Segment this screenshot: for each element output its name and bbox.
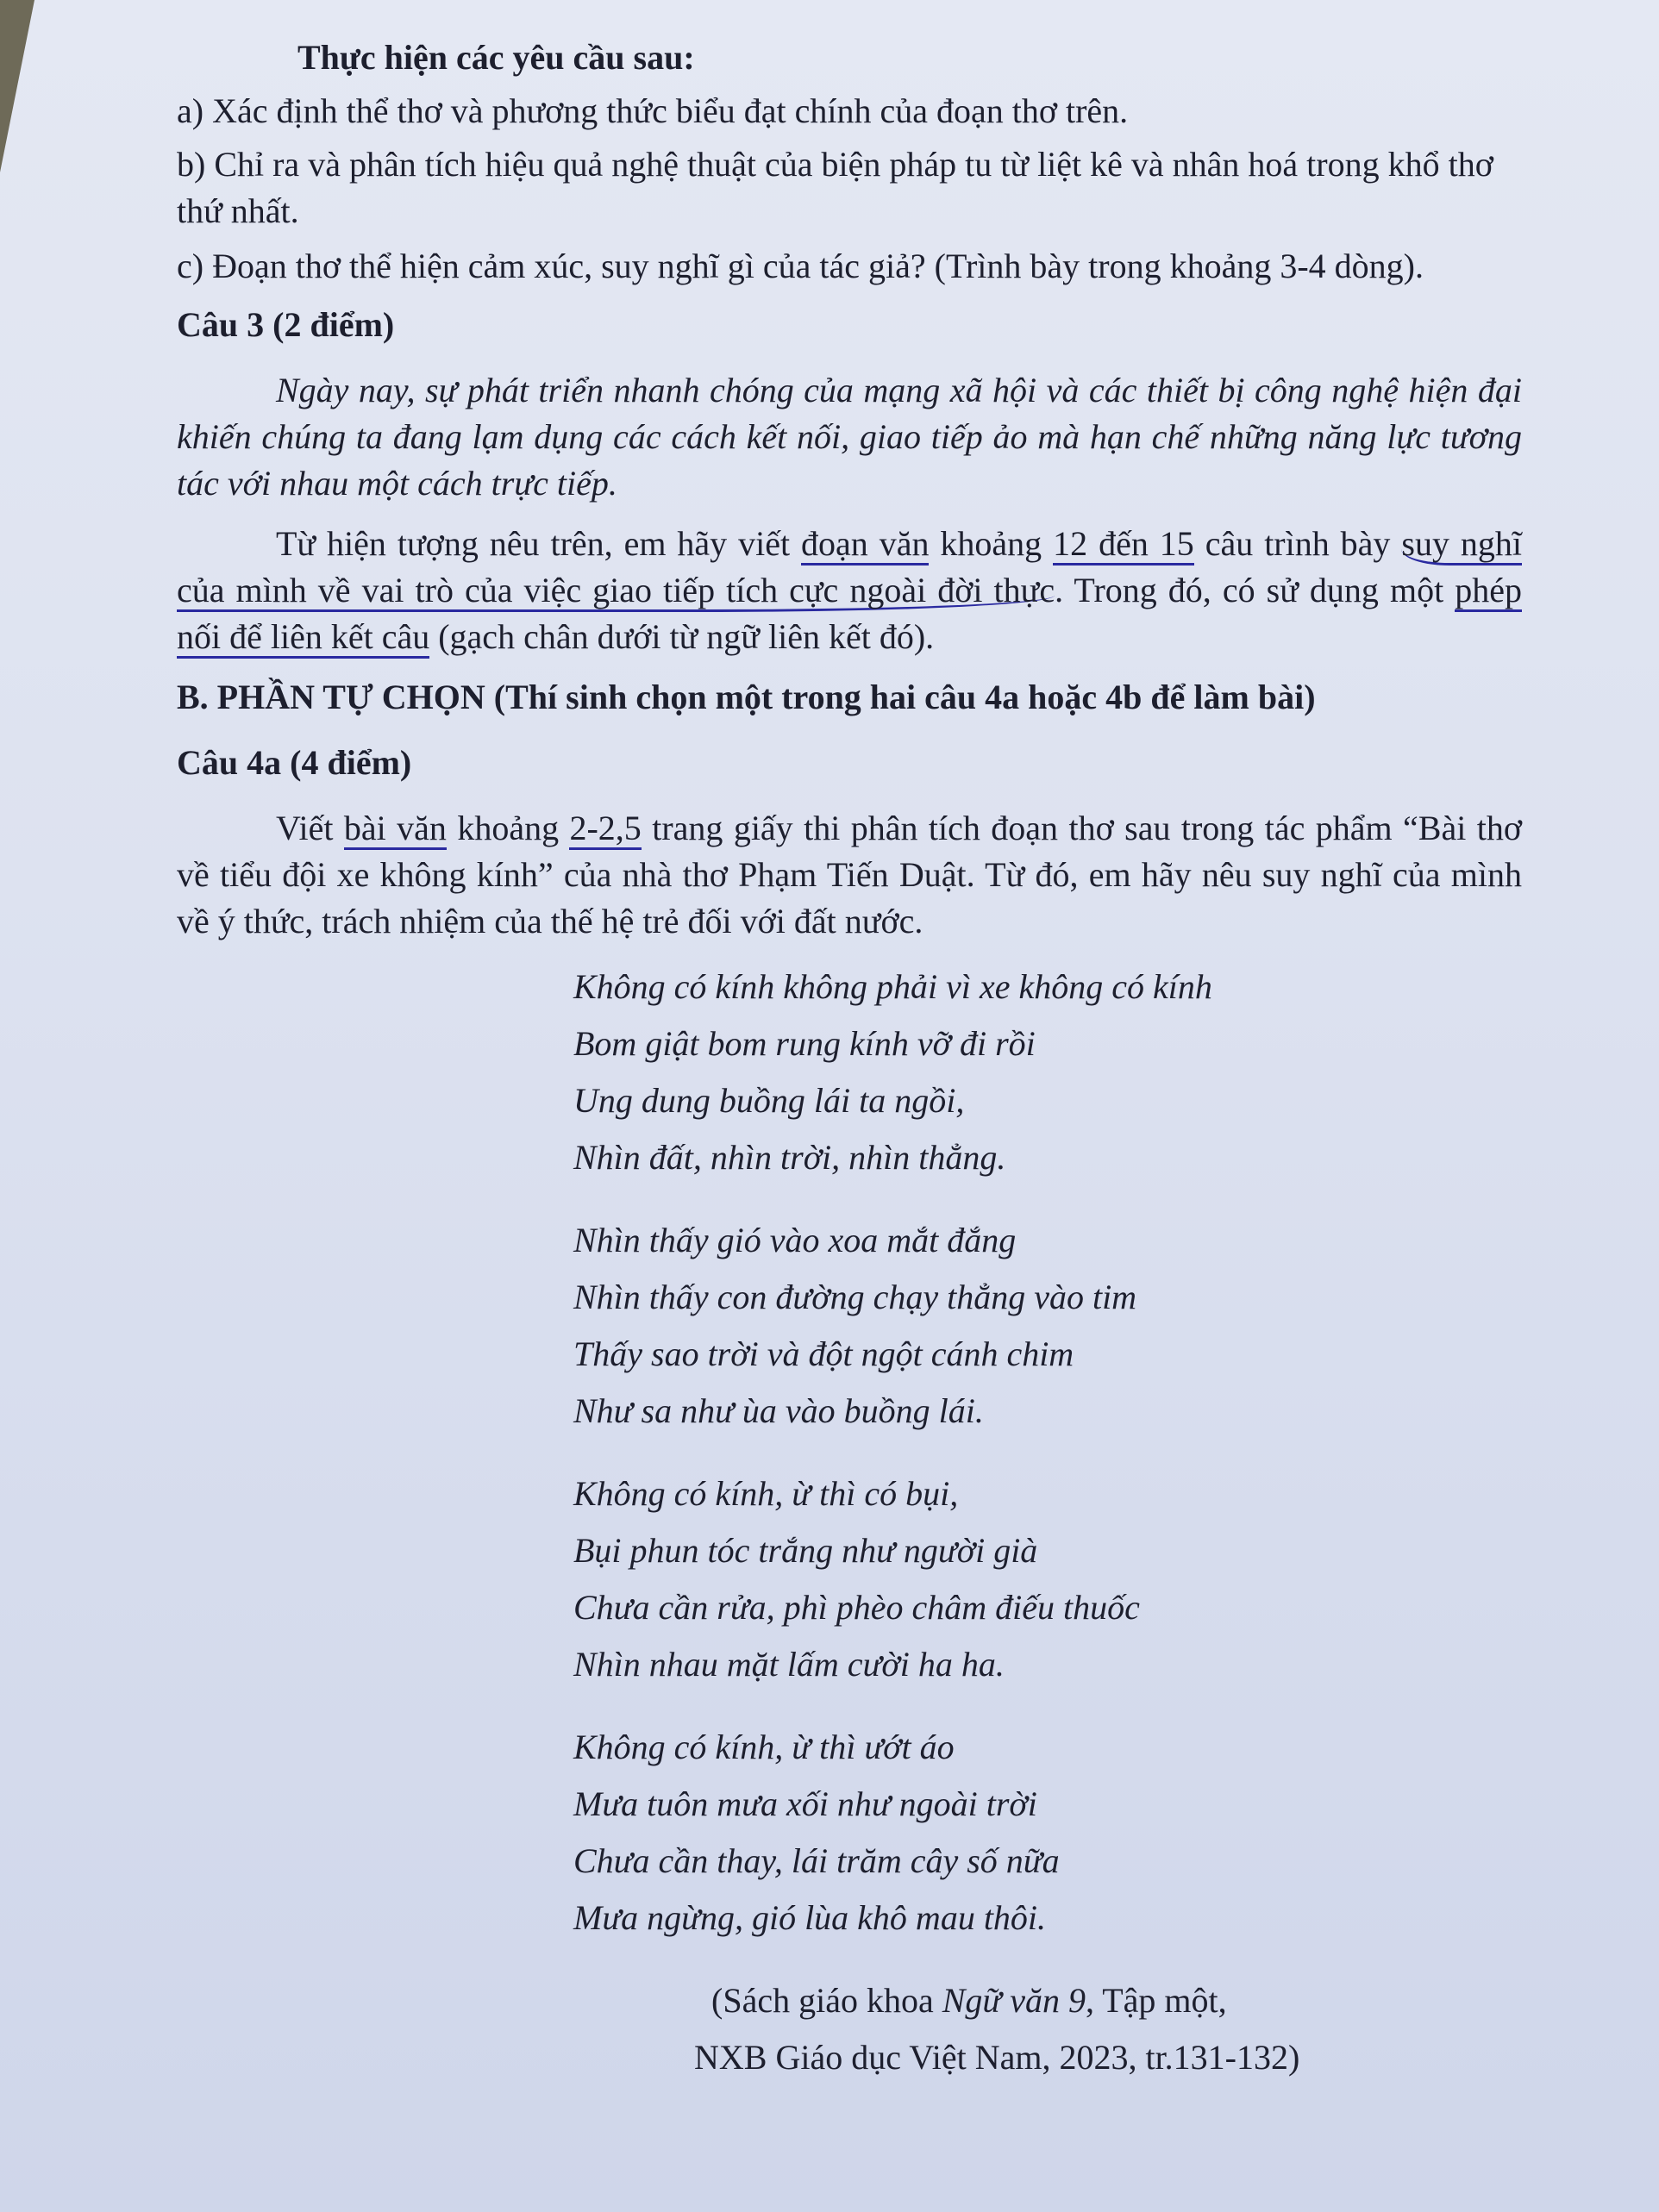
poem-line: Bụi phun tóc trắng như người già — [573, 1531, 1038, 1570]
document-content — [177, 34, 1522, 2086]
poem — [573, 959, 1522, 1946]
underline-sentence-count: 12 đến 15 — [1053, 524, 1194, 565]
cau4a-text: Viết — [276, 809, 344, 847]
poem-line: Chưa cần thay, lái trăm cây số nữa — [573, 1841, 1060, 1880]
poem-stanza-3 — [573, 1465, 1522, 1693]
underline-phep-noi: phép nối để liên kết câu — [177, 571, 1522, 659]
partB-heading: B. PHẦN TỰ CHỌN (Thí sinh chọn một trong hai câu 4a hoặc 4b để làm bài) — [177, 678, 1316, 716]
poem-stanza-2 — [573, 1212, 1522, 1440]
poem-line: Chưa cần rửa, phì phèo châm điếu thuốc — [573, 1588, 1140, 1627]
cau4a-text: trang giấy thi phân tích đoạn thơ sau trong tác phẩm “Bài thơ về tiểu đội xe không kính” của nhà thơ Phạm Tiến Duật. Từ đó, em hãy nêu suy nghĩ của mình về ý thức, trách nhiệm của thế hệ trẻ đối với đất nước. — [177, 809, 1522, 940]
underline-bai-van: bài văn — [344, 809, 447, 850]
poem-line: Nhìn thấy con đường chạy thẳng vào tim — [573, 1278, 1137, 1316]
poem-line: Ung dung buồng lái ta ngồi, — [573, 1081, 965, 1120]
source-text: , Tập một, — [1085, 1981, 1227, 2020]
cau3-prompt: Ngày nay, sự phát triển nhanh chóng của mạng xã hội và các thiết bị công nghệ hiện đại khiến chúng ta đang lạm dụng các cách kết nối, giao tiếp ảo mà hạn chế những năng lực tương tác với nhau một cách trực tiếp. — [177, 371, 1522, 503]
cau3-task-text: câu trình bày — [1193, 524, 1402, 563]
question-c: c) Đoạn thơ thể hiện cảm xúc, suy nghĩ gì của tác giả? (Trình bày trong khoảng 3-4 dòng). — [177, 247, 1424, 285]
cau4a-text: khoảng — [446, 809, 570, 847]
poem-stanza-1 — [573, 959, 1522, 1186]
cau4a-heading: Câu 4a (4 điểm) — [177, 743, 412, 782]
poem-line: Bom giật bom rung kính vỡ đi rồi — [573, 1024, 1036, 1063]
source-text: (Sách giáo khoa — [711, 1981, 942, 2020]
source-citation — [711, 1972, 1522, 2029]
instructions-title: Thực hiện các yêu cầu sau: — [297, 38, 695, 77]
cau3-task — [177, 521, 1522, 660]
source-publisher: NXB Giáo dục Việt Nam, 2023, tr.131-132) — [694, 2038, 1300, 2077]
cau3-task-text: Từ hiện tượng nêu trên, em hãy viết — [276, 524, 802, 563]
poem-line: Mưa ngừng, gió lùa khô mau thôi. — [573, 1898, 1047, 1937]
source-book-title: Ngữ văn 9 — [942, 1981, 1086, 2020]
poem-line: Không có kính, ừ thì ướt áo — [573, 1728, 955, 1766]
poem-line: Nhìn thấy gió vào xoa mắt đắng — [573, 1221, 1017, 1259]
cau3-task-text: . Trong đó, có sử dụng một — [1055, 571, 1456, 609]
underline-page-count: 2-2,5 — [569, 809, 641, 850]
poem-line: Mưa tuôn mưa xối như ngoài trời — [573, 1784, 1037, 1823]
poem-line: Nhìn nhau mặt lấm cười ha ha. — [573, 1645, 1005, 1684]
question-a: a) Xác định thể thơ và phương thức biểu đạt chính của đoạn thơ trên. — [177, 91, 1129, 130]
poem-line: Không có kính không phải vì xe không có kính — [573, 967, 1212, 1006]
cau3-task-text: (gạch chân dưới từ ngữ liên kết đó). — [429, 617, 935, 656]
underline-topic: suy nghĩ của mình về vai trò của việc giao tiếp tích cực ngoài đời thực — [177, 524, 1522, 612]
question-b: b) Chỉ ra và phân tích hiệu quả nghệ thuật của biện pháp tu từ liệt kê và nhân hoá trong khổ thơ thứ nhất. — [177, 145, 1493, 230]
poem-line: Không có kính, ừ thì có bụi, — [573, 1474, 959, 1513]
cau3-task-text: khoảng — [929, 524, 1054, 563]
cau4a-prompt — [177, 805, 1522, 945]
cau3-heading: Câu 3 (2 điểm) — [177, 305, 395, 344]
poem-line: Nhìn đất, nhìn trời, nhìn thẳng. — [573, 1138, 1006, 1177]
underline-doan-van: đoạn văn — [801, 524, 929, 565]
poem-stanza-4 — [573, 1719, 1522, 1946]
poem-line: Như sa như ùa vào buồng lái. — [573, 1391, 984, 1430]
poem-line: Thấy sao trời và đột ngột cánh chim — [573, 1334, 1074, 1373]
